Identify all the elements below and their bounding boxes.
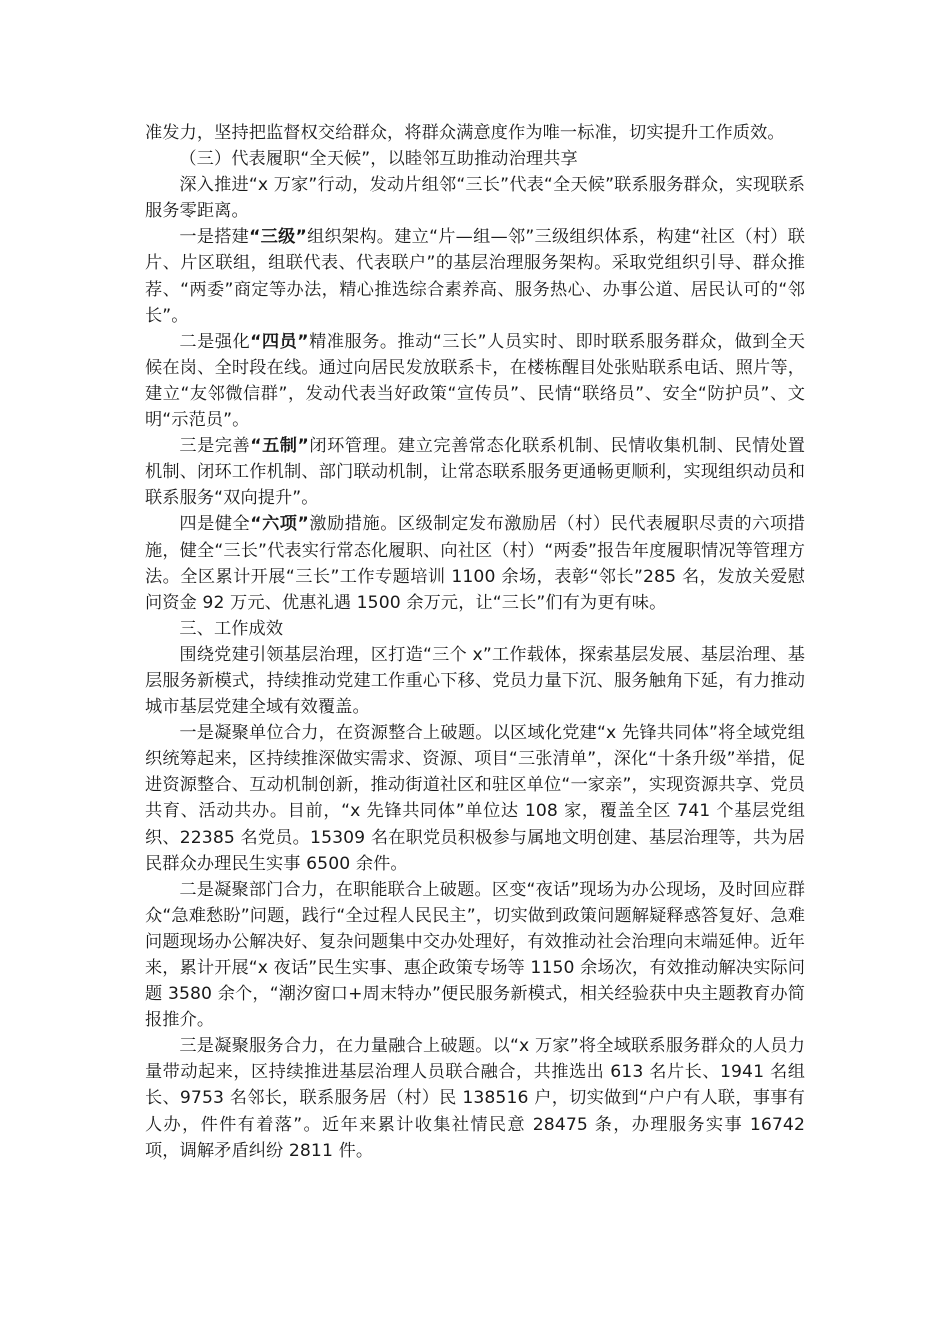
paragraph-service-synergy: 三是凝聚服务合力，在力量融合上破题。以“x 万家”将全域联系服务群众的人员力量带动起来，区持续推进基层治理人员联合融合，共推选出 613 名片长、1941 名组长、9753 名邻长，联系服务居（村）民 138516 户，切实做到“户户有人联，事事有人办，件件有着落”。近年来累计收集社情民意 28475 条，办理服务实事 16742 项，调解矛盾纠纷 2811 件。 bbox=[145, 1036, 805, 1161]
lead-text: 一是搭建 bbox=[179, 227, 250, 248]
body-text: 组织架构。建立“片—组—邻”三级组织体系，构建“社区（村）联片、片区联组，组联代表、代表联户”的基层治理服务架构。采取党组织引导、群众推荐、“两委”商定等办法，精心推选综合素养高、服务热心、办事公道、居民认可的“邻长”。 bbox=[145, 227, 805, 326]
paragraph-six-measures bbox=[145, 511, 805, 615]
emphasis-text: “六项” bbox=[250, 514, 309, 535]
paragraph-carryover: 准发力，坚持把监督权交给群众，将群众满意度作为唯一标准，切实提升工作质效。 bbox=[145, 123, 785, 143]
section-heading-results: 三、工作成效 bbox=[179, 618, 284, 639]
paragraph-department-synergy: 二是凝聚部门合力，在职能联合上破题。区变“夜话”现场为办公现场，及时回应群众“急难愁盼”问题，践行“全过程人民民主”，切实做到政策问题解疑释惑答复好、急难问题现场办公解决好、复杂问题集中交办处理好，有效推动社会治理向末端延伸。近年来，累计开展“x 夜话”民生实事、惠企政策专场等 1150 余场次，有效推动解决实际问题 3580 余个，“潮汐窗口+周末特办”便民服务新模式，相关经验获中央主题教育办简报推介。 bbox=[145, 879, 805, 1031]
lead-text: 四是健全 bbox=[179, 514, 251, 535]
emphasis-text: “四员” bbox=[250, 331, 309, 352]
document-body bbox=[145, 120, 805, 1164]
emphasis-text: “五制” bbox=[250, 436, 309, 457]
paragraph-unit-synergy: 一是凝聚单位合力，在资源整合上破题。以区域化党建“x 先锋共同体”将全域党组织统筹起来，区持续推深做实需求、资源、项目“三张清单”，深化“十条升级”举措，促进资源整合、互动机制创新，推动街道社区和驻区单位“一家亲”，实现资源共享、党员共育、活动共办。目前，“x 先锋共同体”单位达 108 家，覆盖全区 741 个基层党组织、22385 名党员。15309 名在职党员积极参与属地文明创建、基层治理等，共为居民群众办理民生实事 6500 余件。 bbox=[145, 723, 805, 874]
paragraph-intro-wanjia: 深入推进“x 万家”行动，发动片组邻“三长”代表“全天候”联系服务群众，实现联系服务零距离。 bbox=[145, 175, 805, 222]
paragraph-results-intro: 围绕党建引领基层治理，区打造“三个 x”工作载体，探索基层发展、基层治理、基层服务新模式，持续推动党建工作重心下移、党员力量下沉、服务触角下延，有力推动城市基层党建全域有效覆盖。 bbox=[145, 644, 805, 718]
body-text: 闭环管理。建立完善常态化联系机制、民情收集机制、民情处置机制、闭环工作机制、部门联动机制，让常态联系服务更通畅更顺利，实现组织动员和联系服务“双向提升”。 bbox=[145, 436, 805, 509]
lead-text: 三是完善 bbox=[179, 436, 251, 457]
body-text: 激励措施。区级制定发布激励居（村）民代表履职尽责的六项措施，健全“三长”代表实行常态化履职、向社区（村）“两委”报告年度履职情况等管理方法。全区累计开展“三长”工作专题培训 1100 余场，表彰“邻长”285 名，发放关爱慰问资金 92 万元、优惠礼遇 1500 余万元，让“三长”们有为更有味。 bbox=[145, 514, 805, 613]
body-text: 精准服务。推动“三长”人员实时、即时联系服务群众，做到全天候在岗、全时段在线。通过向居民发放联系卡，在楼栋醒目处张贴联系电话、照片等，建立“友邻微信群”，发动代表当好政策“宣传员”、民情“联络员”、安全“防护员”、文明“示范员”。 bbox=[145, 331, 805, 431]
lead-text: 二是强化 bbox=[179, 331, 251, 352]
section-heading-representative-duty: （三）代表履职“全天候”，以睦邻互助推动治理共享 bbox=[179, 149, 578, 170]
paragraph-four-roles bbox=[145, 329, 805, 433]
paragraph-three-level bbox=[145, 224, 805, 328]
paragraph-five-systems bbox=[145, 433, 805, 511]
emphasis-text: “三级” bbox=[249, 227, 307, 248]
